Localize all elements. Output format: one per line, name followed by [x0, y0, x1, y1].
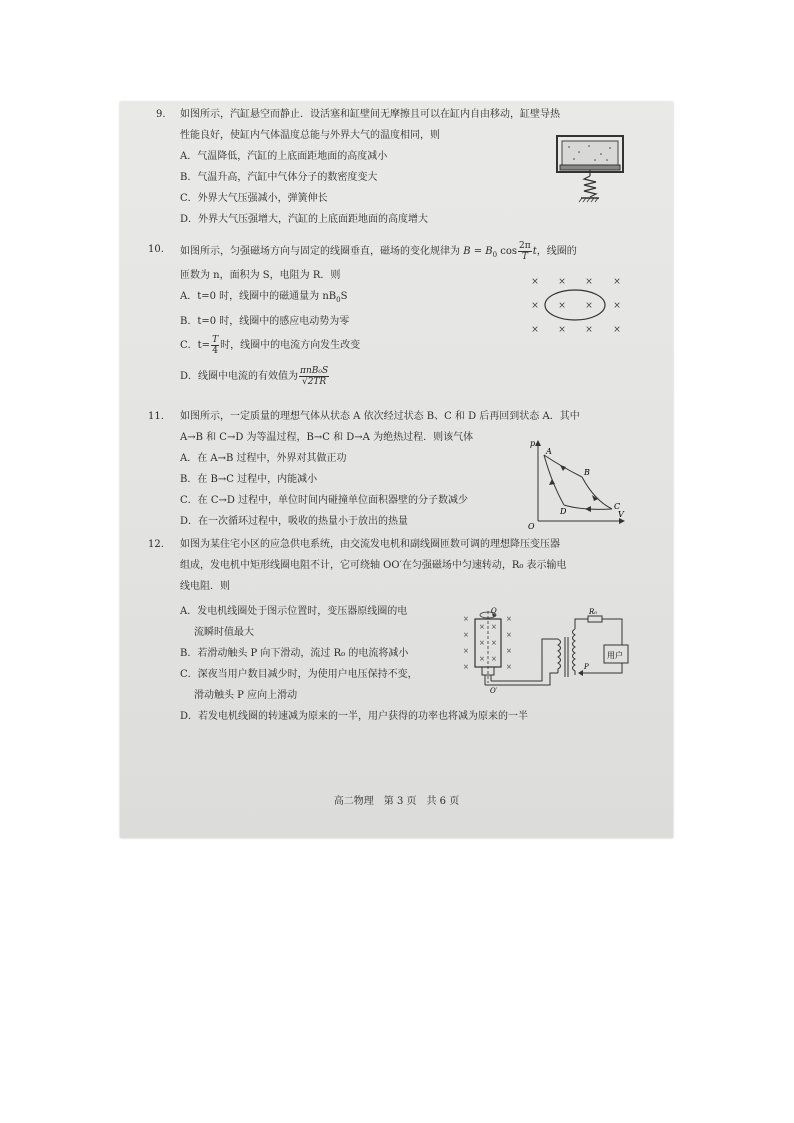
state-label-d: D — [560, 507, 567, 516]
option-fraction — [211, 335, 219, 356]
fraction-numerator: 2π — [519, 241, 531, 251]
fraction-denominator: T — [521, 252, 528, 262]
axis-label-o: O — [491, 607, 497, 615]
state-label-a: A — [546, 447, 552, 456]
svg-text:×: × — [479, 655, 485, 663]
axis-label-p: p — [530, 439, 536, 448]
option-text: A．t=0 时，线圈中的磁通量为 nB — [180, 291, 337, 302]
page-footer: 高二物理 第 3 页 共 6 页 — [333, 796, 460, 807]
question-10 — [148, 239, 577, 394]
question-stem-line: 匝数为 n，面积为 S，电阻为 R．则 — [180, 270, 341, 281]
formula-subscript: 0 — [492, 251, 498, 259]
question-stem-line: A→B 和 C→D 为等温过程，B→C 和 D→A 为绝热过程．则该气体 — [180, 432, 474, 443]
option-text: C．t= — [180, 340, 211, 351]
option-a: A．发电机线圈处于图示位置时，变压器原线圈的电 — [180, 606, 408, 617]
fraction-numerator: πnB₀S — [300, 366, 329, 376]
option-b: B．在 B→C 过程中，内能减小 — [180, 474, 318, 485]
option-text: D．线圈中电流的有效值为 — [180, 371, 299, 382]
svg-text:×: × — [463, 663, 469, 671]
field-mark: × — [558, 301, 566, 311]
option-a: A．气温降低，汽缸的上底面距地面的高度减小 — [180, 151, 388, 162]
stem-text: ，线圈的 — [536, 246, 577, 257]
option-b: B．若滑动触头 P 向下滑动，流过 R₀ 的电流将减小 — [180, 648, 409, 659]
formula-fraction — [518, 241, 532, 262]
stem-text: 如图所示，匀强磁场方向与固定的线圈垂直，磁场的变化规律为 — [180, 246, 464, 257]
field-mark: × — [531, 301, 539, 311]
cylinder-spring-figure — [555, 132, 635, 212]
svg-text:×: × — [463, 631, 469, 639]
field-mark: × — [585, 325, 593, 335]
magnetic-field-figure — [525, 272, 630, 337]
question-number: 12. — [148, 539, 164, 550]
question-stem-line: 性能良好，使缸内气体温度总能与外界大气的温度相同，则 — [180, 130, 440, 141]
formula-t: t — [532, 246, 537, 257]
field-mark: × — [613, 277, 621, 287]
option-d: D．在一次循环过程中，吸收的热量小于放出的热量 — [180, 516, 409, 527]
option-b: B．t=0 时，线圈中的感应电动势为零 — [180, 316, 350, 327]
question-stem-line: 如图所示，一定质量的理想气体从状态 A 依次经过状态 B、C 和 D 后再回到状态 A．其中 — [180, 411, 580, 422]
option-a: A．在 A→B 过程中，外界对其做正功 — [180, 453, 347, 464]
question-stem-line: 如图所示，汽缸悬空而静止．设活塞和缸壁间无摩擦且可以在缸内自由移动，缸壁导热 — [180, 109, 560, 120]
question-stem-line: 如图为某住宅小区的应急供电系统，由交流发电机和副线圈匝数可调的理想降压变压器 — [180, 539, 560, 550]
exam-page — [120, 102, 673, 838]
svg-text:×: × — [491, 655, 497, 663]
option-c — [180, 332, 577, 360]
question-11 — [148, 406, 580, 532]
question-number: 10. — [148, 244, 164, 255]
origin-label: O — [528, 522, 535, 529]
field-mark: × — [558, 325, 566, 335]
question-stem-line — [180, 239, 577, 265]
svg-text:×: × — [463, 647, 469, 655]
user-load-label: 用户 — [607, 651, 623, 660]
option-text: S — [340, 291, 348, 302]
option-d: D．外界大气压强增大，汽缸的上底面距地面的高度增大 — [180, 214, 429, 225]
pv-diagram-figure — [522, 437, 627, 529]
formula-cos: cos — [497, 246, 518, 257]
option-a-continued: 流瞬时值最大 — [194, 627, 254, 638]
state-label-c: C — [614, 502, 621, 511]
field-mark: × — [531, 325, 539, 335]
option-fraction — [299, 366, 329, 387]
resistor-label: R₀ — [589, 608, 598, 616]
question-9 — [156, 104, 560, 230]
svg-text:×: × — [506, 663, 512, 671]
axis-label-v: V — [618, 510, 624, 519]
svg-text:×: × — [479, 639, 485, 647]
field-mark: × — [585, 277, 593, 287]
question-stem-line: 组成，发电机中矩形线圈电阻不计，它可绕轴 OO′在匀强磁场中匀速转动，R₀ 表示输电 — [180, 560, 567, 571]
option-d: D．若发电机线圈的转速减为原来的一半，用户获得的功率也将减为原来的一半 — [180, 711, 529, 722]
field-mark: × — [558, 277, 566, 287]
option-d — [180, 360, 577, 394]
svg-text:×: × — [506, 647, 512, 655]
option-b: B．气温升高，汽缸中气体分子的数密度变大 — [180, 172, 378, 183]
generator-transformer-figure — [460, 607, 630, 697]
option-c: C．外界大气压强减小，弹簧伸长 — [180, 193, 328, 204]
slider-label: P — [584, 663, 589, 671]
state-label-b: B — [584, 468, 590, 477]
svg-text:×: × — [506, 615, 512, 623]
field-mark: × — [585, 301, 593, 311]
svg-text:×: × — [506, 631, 512, 639]
question-stem-line: 线电阻．则 — [180, 581, 230, 592]
fraction-denominator: 4 — [212, 346, 218, 356]
fraction-denominator: √2TR — [301, 377, 327, 387]
field-mark: × — [531, 277, 539, 287]
axis-label-o-prime: O′ — [490, 687, 498, 695]
question-number: 11. — [148, 411, 164, 422]
option-text: 时，线圈中的电流方向发生改变 — [220, 340, 361, 351]
option-c: C．深夜当用户数目减少时，为使用户电压保持不变， — [180, 669, 418, 680]
svg-text:×: × — [491, 623, 497, 631]
svg-text:×: × — [463, 615, 469, 623]
fraction-numerator: T — [212, 335, 219, 345]
field-mark: × — [613, 301, 621, 311]
field-mark: × — [613, 325, 621, 335]
option-c-continued: 滑动触头 P 应向上滑动 — [194, 690, 298, 701]
option-a — [180, 286, 577, 311]
option-subscript: 0 — [336, 296, 341, 304]
svg-text:×: × — [491, 639, 497, 647]
formula-b: B = B — [463, 246, 493, 257]
svg-text:×: × — [479, 623, 485, 631]
option-c: C．在 C→D 过程中，单位时间内碰撞单位面积器壁的分子数减少 — [180, 495, 469, 506]
question-number: 9. — [156, 109, 166, 120]
